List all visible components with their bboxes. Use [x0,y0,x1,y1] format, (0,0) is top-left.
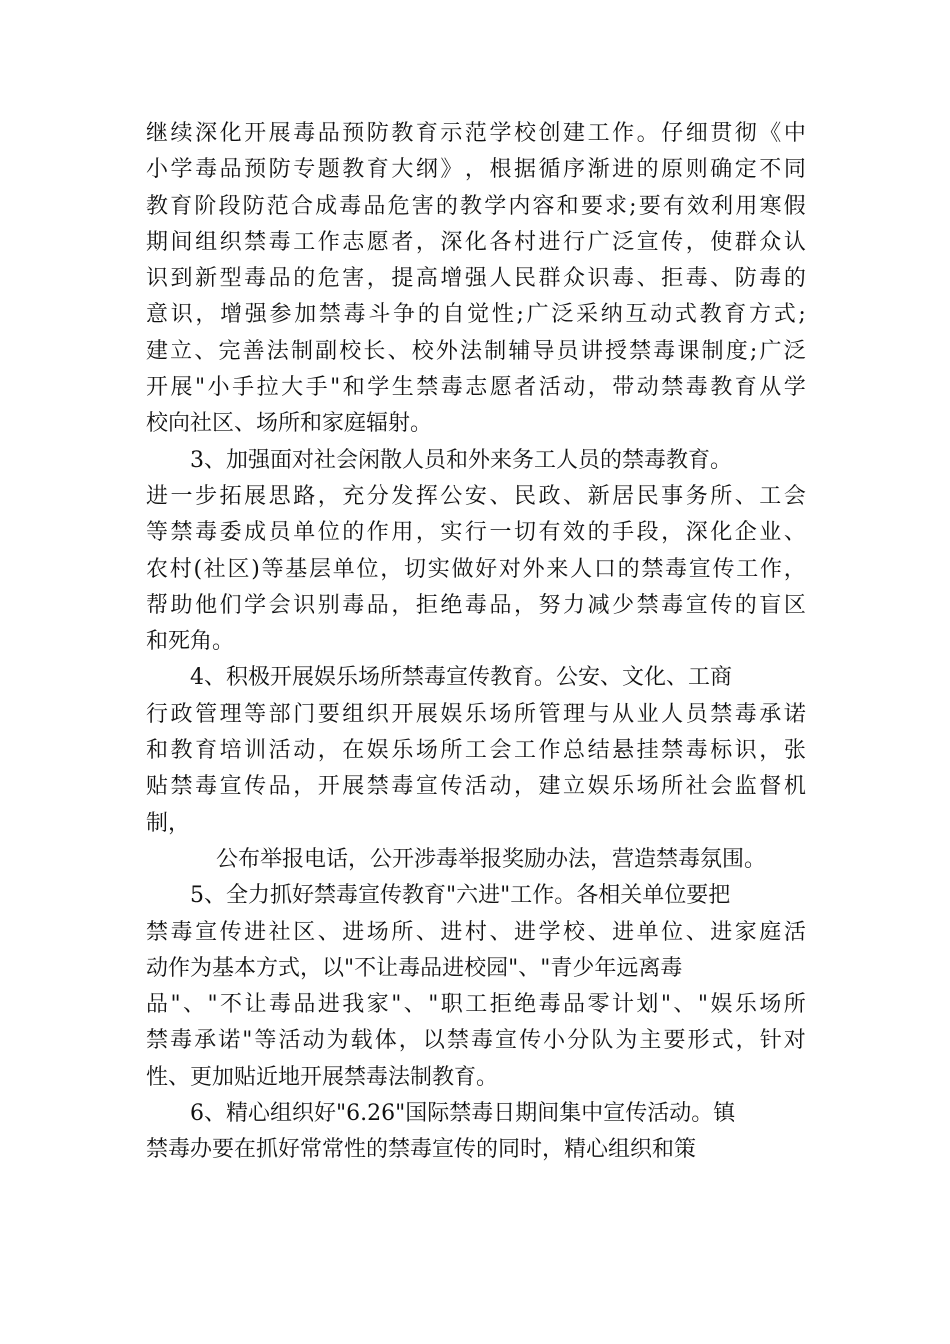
text-line: 6、精心组织好"6.26"国际禁毒日期间集中宣传活动。镇 [190,1101,736,1127]
text-line: 期 间 组 织 禁 毒 工 作 志 愿 者 ， 深 化 各 村 进 行 广 泛 宣 传 ， 使 群 众 认 [146,229,806,255]
text-line: 帮 助 他 们 学 会 识 别 毒 品 ， 拒 绝 毒 品 ， 努 力 减 少 禁 毒 宣 传 的 盲 区 [146,592,806,618]
text-line: 农 村 ( 社 区 ) 等 基 层 单 位 ， 切 实 做 好 对 外 来 人 口 的 禁 毒 宣 传 工 作 ， [146,556,806,582]
text-line: 意 识 ， 增 强 参 加 禁 毒 斗 争 的 自 觉 性 ; 广 泛 采 纳 互 动 式 教 育 方 式 ; [146,302,806,328]
text-line: 和 教 育 培 训 活 动 ， 在 娱 乐 场 所 工 会 工 作 总 结 悬 挂 禁 毒 标 识 ， 张 [146,738,806,764]
text-line: 4、积极开展娱乐场所禁毒宣传教育。公安、文化、工商 [190,665,732,691]
text-line: 继 续 深 化 开 展 毒 品 预 防 教 育 示 范 学 校 创 建 工 作 。 仔 细 贯 彻 《 中 [146,121,806,146]
text-line: 动作为基本方式，以"不让毒品进校园"、"青少年远离毒 [146,955,683,981]
text-line: 品 " 、 " 不 让 毒 品 进 我 家 " 、 " 职 工 拒 绝 毒 品 零 计 划 " 、 " 娱 乐 场 所 [146,992,806,1018]
text-line: 贴 禁 毒 宣 传 品 ， 开 展 禁 毒 宣 传 活 动 ， 建 立 娱 乐 场 所 社 会 监 督 机 [146,774,806,800]
text-line: 5、全力抓好禁毒宣传教育"六进"工作。各相关单位要把 [190,883,731,909]
text-line: 进 一 步 拓 展 思 路 ， 充 分 发 挥 公 安 、 民 政 、 新 居 民 事 务 所 、 工 会 [146,483,806,509]
text-line: 禁毒办要在抓好常常性的禁毒宣传的同时，精心组织和策 [146,1137,697,1163]
text-line: 等 禁 毒 委 成 员 单 位 的 作 用 ， 实 行 一 切 有 效 的 手 段 ， 深 化 企 业 、 [146,520,806,546]
text-line: 建 立 、 完 善 法 制 副 校 长 、 校 外 法 制 辅 导 员 讲 授 禁 毒 课 制 度 ; 广 泛 [146,338,806,364]
text-line: 教 育 阶 段 防 范 合 成 毒 品 危 害 的 教 学 内 容 和 要 求 ; 要 有 效 利 用 寒 假 [146,193,806,219]
document-body [146,116,806,1169]
text-line: 识 到 新 型 毒 品 的 危 害 ， 提 高 增 强 人 民 群 众 识 毒 、 拒 毒 、 防 毒 的 [146,266,806,292]
text-line: 制， [146,810,191,836]
text-line: 性、更加贴近地开展禁毒法制教育。 [146,1064,499,1090]
text-line: 3、加强面对社会闲散人员和外来务工人员的禁毒教育。 [190,447,732,473]
text-line: 小 学 毒 品 预 防 专 题 教 育 大 纲 》 ， 根 据 循 序 渐 进 的 原 则 确 定 不 同 [146,157,806,183]
text-line: 禁 毒 承 诺 " 等 活 动 为 载 体 ， 以 禁 毒 宣 传 小 分 队 为 主 要 形 式 ， 针 对 [146,1028,806,1054]
text-line: 和死角。 [146,629,235,655]
text-line: 开 展 " 小 手 拉 大 手 " 和 学 生 禁 毒 志 愿 者 活 动 ， 带 动 禁 毒 教 育 从 学 [146,375,806,401]
text-line: 校向社区、场所和家庭辐射。 [146,411,433,437]
text-line: 行 政 管 理 等 部 门 要 组 织 开 展 娱 乐 场 所 管 理 与 从 业 人 员 禁 毒 承 诺 [146,701,806,727]
text-line: 禁 毒 宣 传 进 社 区 、 进 场 所 、 进 村 、 进 学 校 、 进 单 位 、 进 家 庭 活 [146,919,806,945]
text-line: 公布举报电话，公开涉毒举报奖励办法，营造禁毒氛围。 [216,846,767,872]
